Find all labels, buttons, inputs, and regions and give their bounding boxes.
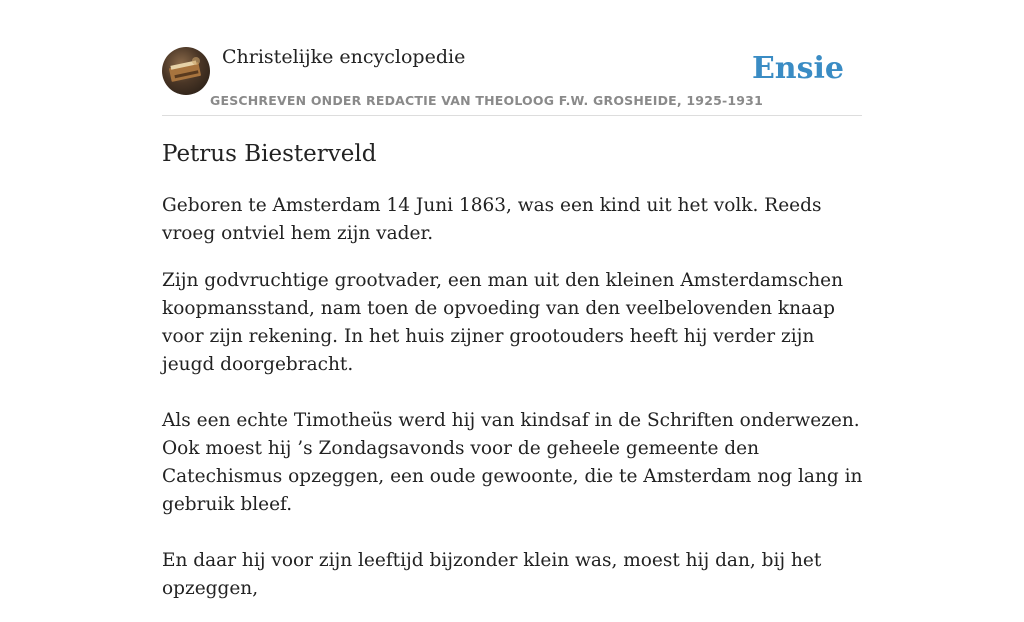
article-paragraph: Geboren te Amsterdam 14 Juni 1863, was een kind uit het volk. Reeds vroeg ontviel hem zijn vader. xyxy=(162,195,822,244)
article-title: Petrus Biesterveld xyxy=(162,141,377,167)
site-title[interactable]: Christelijke encyclopedie xyxy=(222,46,466,68)
brand-logo[interactable]: Ensie xyxy=(751,51,844,86)
book-icon[interactable] xyxy=(162,47,210,95)
site-subtitle: GESCHREVEN ONDER REDACTIE VAN THEOLOOG F.W. GROSHEIDE, 1925-1931 xyxy=(210,93,763,108)
article-content xyxy=(162,138,864,622)
article-paragraph: En daar hij voor zijn leeftijd bijzonder klein was, moest hij dan, bij het opzeggen, xyxy=(162,550,822,599)
article-paragraph: Zijn godvruchtige grootvader, een man uit den kleinen Amsterdamschen koopmansstand, nam toen de opvoeding van den veelbelovenden knaap voor zijn rekening. In het huis zijner grootouders heeft hij verder zijn jeugd doorgebracht. xyxy=(162,270,843,375)
article-paragraph: Als een echte Timotheüs werd hij van kindsaf in de Schriften onderwezen. Ook moest hij ’s Zondagsavonds voor de geheele gemeente den Catechismus opzeggen, een oude gewoonte, die te Amsterdam nog lang in gebruik bleef. xyxy=(162,410,863,515)
site-header xyxy=(162,46,862,116)
header-divider xyxy=(162,115,862,116)
